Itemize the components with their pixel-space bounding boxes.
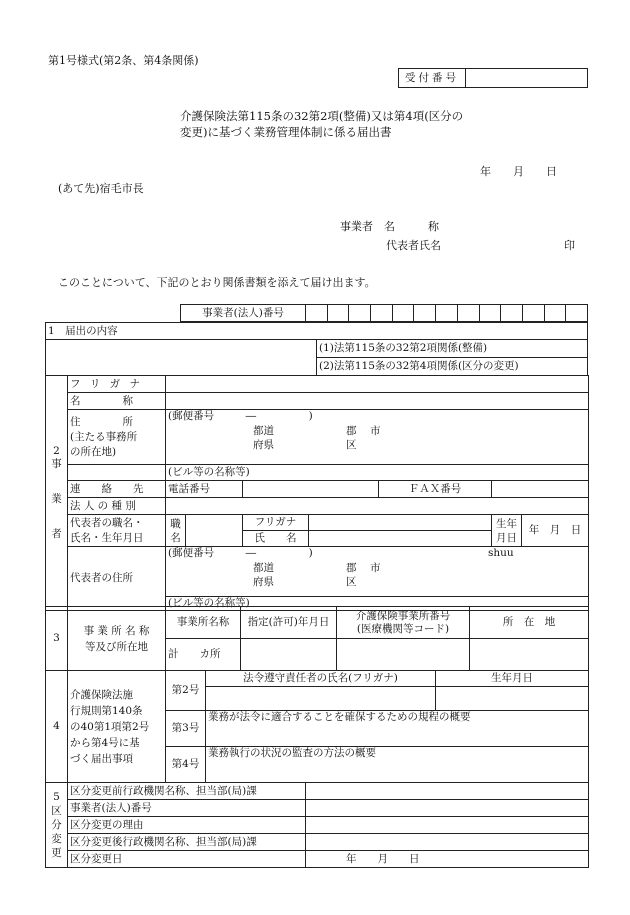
compliance-birth-field[interactable] — [436, 687, 589, 711]
representative-name-label: 代表者氏名 — [386, 239, 441, 252]
section-2-side-char: 事 — [51, 458, 62, 470]
before-agency-label: 区分変更前行政機関名称、担当部(局)課 — [68, 783, 306, 800]
ku-label: 区 — [346, 576, 357, 588]
seal-mark: 印 — [564, 239, 575, 252]
corp-digit[interactable] — [501, 305, 523, 322]
name-field[interactable] — [166, 393, 589, 410]
corp-digit[interactable] — [414, 305, 436, 322]
section-2-side-char: 業 — [51, 493, 62, 505]
rep-address-label: 代表者の住所 — [68, 547, 166, 611]
corp-digit[interactable] — [522, 305, 544, 322]
compliance-birth-label: 生年月日 — [436, 671, 589, 687]
address-label-line: 住 所 — [70, 415, 133, 428]
title-line-2: 変更)に基づく業務管理体制に係る届出書 — [180, 125, 392, 139]
corp-digit[interactable] — [349, 305, 371, 322]
corp-digit[interactable] — [436, 305, 458, 322]
rep-name-field[interactable] — [309, 531, 492, 547]
section-5-number: 5 — [53, 791, 60, 803]
name-label: 名 称 — [68, 393, 166, 410]
section-2-side — [46, 376, 68, 611]
corp-type-field[interactable] — [166, 498, 589, 515]
address-label-line: (主たる事務所 — [70, 430, 138, 443]
furigana-field[interactable] — [166, 376, 589, 393]
rep-title-line: 代表者の職名・ — [70, 516, 144, 529]
rep-title-line: 氏名・生年月日 — [70, 531, 144, 544]
change-date-field[interactable]: 年 月 日 — [306, 851, 589, 868]
office-label-line: 等及び所在地 — [85, 640, 148, 653]
section-5-side-char: 変 — [51, 833, 62, 845]
section-1-side — [46, 340, 317, 376]
col-office-number-line: 介護保険事業所番号 — [355, 609, 451, 622]
birth-date-field[interactable]: 年 月 日 — [522, 515, 589, 547]
section-3 — [45, 606, 589, 671]
postal-code: (郵便番号 ― ) — [168, 410, 313, 422]
s5-corp-number-label: 事業者(法人)番号 — [68, 800, 306, 817]
gun-label: 郡 — [346, 425, 357, 437]
section-4 — [45, 670, 589, 783]
furigana-label: フ リ ガ ナ — [68, 376, 166, 393]
rep-furigana-field[interactable] — [309, 515, 492, 531]
section-2 — [45, 375, 589, 611]
section-5-side-char: 区 — [51, 805, 62, 817]
section-3-number: 3 — [46, 607, 68, 671]
location-field[interactable] — [470, 639, 589, 671]
section-4-number: 4 — [46, 671, 68, 783]
phone-field[interactable] — [243, 481, 379, 498]
office-total[interactable]: 計 カ所 — [166, 639, 241, 671]
fax-field[interactable] — [492, 481, 589, 498]
rep-furigana-label: フリガナ — [243, 515, 309, 531]
shoku-char: 名 — [170, 531, 181, 544]
item-2-label: 第2号 — [166, 671, 206, 711]
section-5-side-char: 更 — [51, 847, 62, 859]
office-number-field[interactable] — [337, 639, 470, 671]
corp-type-label: 法 人 の 種 別 — [68, 498, 166, 515]
s4-label-line: づく届出事項 — [70, 752, 133, 765]
addressee: (あて先)宿毛市長 — [58, 182, 144, 195]
item-4-text[interactable]: 業務執行の状況の監査の方法の概要 — [206, 747, 589, 783]
rep-address-field[interactable] — [166, 547, 589, 597]
receipt-number-field[interactable] — [466, 69, 588, 88]
birth-label — [492, 515, 522, 547]
after-agency-field[interactable] — [306, 834, 589, 851]
corp-digit[interactable] — [566, 305, 588, 322]
todofuken-label: 都道 — [253, 562, 274, 574]
receipt-box — [398, 68, 588, 88]
corp-digit[interactable] — [371, 305, 393, 322]
fuken-label: 府県 — [253, 576, 274, 588]
shi-label: 市 — [370, 425, 381, 437]
corp-digit[interactable] — [392, 305, 414, 322]
compliance-officer-field[interactable] — [206, 687, 436, 711]
rep-title-field[interactable] — [186, 515, 243, 547]
shoku-char: 職 — [170, 517, 181, 530]
address-label-cont — [68, 465, 166, 481]
change-date-label: 区分変更日 — [68, 851, 306, 868]
corp-digit[interactable] — [327, 305, 349, 322]
s4-label — [68, 671, 166, 783]
corp-digit[interactable] — [306, 305, 328, 322]
col-office-number — [337, 607, 470, 639]
address-label — [68, 410, 166, 465]
compliance-officer-label: 法令遵守責任者の氏名(フリガナ) — [206, 671, 436, 687]
item-3-label: 第3号 — [166, 711, 206, 747]
section-5 — [45, 782, 589, 868]
gun-label: 郡 — [346, 562, 357, 574]
shuu-text: shuu — [488, 547, 514, 559]
corp-digit[interactable] — [479, 305, 501, 322]
building-name[interactable]: (ビル等の名称等) — [166, 465, 589, 481]
fuken-label: 府県 — [253, 439, 274, 451]
s5-corp-number-field[interactable] — [306, 800, 589, 817]
corp-number-row — [180, 304, 588, 322]
shi-label: 市 — [370, 562, 381, 574]
corp-digit[interactable] — [544, 305, 566, 322]
contact-label: 連 絡 先 — [68, 481, 166, 498]
birth-label-line: 生年 — [496, 517, 517, 530]
rep-building-name[interactable]: (ビル等の名称等) — [166, 597, 589, 611]
business-name-label: 事業者 名 称 — [340, 220, 439, 233]
title-line-1: 介護保険法第115条の32第2項(整備)又は第4項(区分の — [180, 109, 464, 123]
col-office-number-line: (医療機関等コード) — [356, 622, 450, 635]
col-designation-date: 指定(許可)年月日 — [241, 607, 337, 639]
corp-digit[interactable] — [457, 305, 479, 322]
section-1-item-1[interactable]: (1)法第115条の32第2項関係(整備) — [317, 340, 588, 358]
todofuken-label: 都道 — [253, 425, 274, 437]
receipt-label: 受付番号 — [399, 69, 466, 88]
fax-label: ＦＡＸ番号 — [379, 481, 492, 498]
rep-postal-code: (郵便番号 ― ) — [168, 547, 313, 559]
before-agency-field[interactable] — [306, 783, 589, 800]
section-1 — [45, 322, 588, 376]
s4-label-line: 行規則第140条 — [70, 704, 143, 717]
col-location: 所 在 地 — [470, 607, 589, 639]
s4-label-line: の40第1項第2号 — [70, 720, 150, 733]
phone-label: 電話番号 — [166, 481, 243, 498]
col-office-name: 事業所名称 — [166, 607, 241, 639]
corp-number-label: 事業者(法人)番号 — [181, 305, 306, 322]
shoku-label — [166, 515, 186, 547]
address-label-line: の所在地) — [70, 445, 117, 458]
change-reason-field[interactable] — [306, 817, 589, 834]
rep-title-label — [68, 515, 166, 547]
rep-name-label: 氏 名 — [243, 531, 309, 547]
after-agency-label: 区分変更後行政機関名称、担当部(局)課 — [68, 834, 306, 851]
office-label-line: 事 業 所 名 称 — [83, 624, 150, 637]
item-4-label: 第4号 — [166, 747, 206, 783]
section-1-item-2[interactable]: (2)法第115条の32第4項関係(区分の変更) — [317, 358, 588, 376]
s4-label-line: 介護保険法施 — [70, 688, 133, 701]
date-line: 年 月 日 — [480, 165, 557, 178]
section-2-side-char: 者 — [51, 528, 62, 540]
section-2-number: 2 — [53, 445, 60, 457]
birth-label-line: 月日 — [496, 531, 517, 544]
section-5-side — [46, 783, 68, 868]
designation-date-field[interactable] — [241, 639, 337, 671]
section-5-side-char: 分 — [51, 819, 62, 831]
ku-label: 区 — [346, 439, 357, 451]
s4-label-line: から第4号に基 — [70, 736, 140, 749]
form-number: 第1号様式(第2条、第4条関係) — [48, 54, 199, 67]
address-field[interactable] — [166, 410, 589, 465]
section-1-title: 1 届出の内容 — [46, 323, 588, 340]
intro-text: このことについて、下記のとおり関係書類を添えて届け出ます。 — [58, 276, 376, 289]
item-3-text[interactable]: 業務が法令に適合することを確保するための規程の概要 — [206, 711, 589, 747]
office-label — [68, 607, 166, 671]
change-reason-label: 区分変更の理由 — [68, 817, 306, 834]
